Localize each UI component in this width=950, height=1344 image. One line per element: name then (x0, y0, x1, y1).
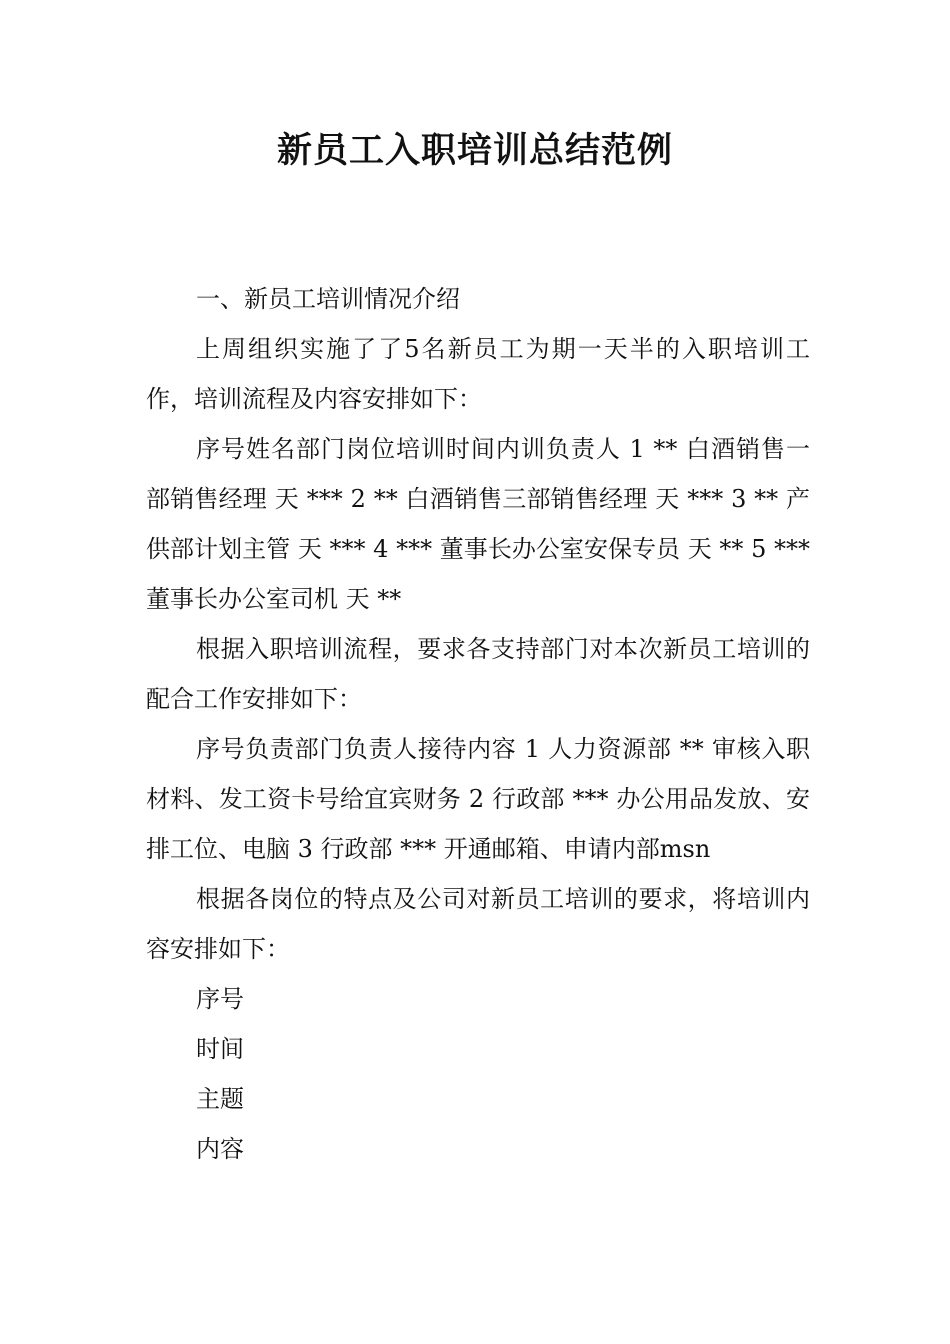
paragraph-support-intro: 根据入职培训流程，要求各支持部门对本次新员工培训的配合工作安排如下： (146, 635, 810, 713)
table-header-content: 内容 (196, 1135, 244, 1163)
table-header-topic: 主题 (196, 1085, 244, 1113)
paragraph-intro: 上周组织实施了了5名新员工为期一天半的入职培训工作，培训流程及内容安排如下： (146, 335, 810, 413)
table-header-number: 序号 (196, 985, 244, 1013)
paragraph-support-table: 序号负责部门负责人接待内容 1 人力资源部 ** 审核入职材料、发工资卡号给宜宾财务 2 行政部 *** 办公用品发放、安排工位、电脑 3 行政部 *** 开通邮箱、申请内部msn (146, 735, 810, 863)
paragraph-trainee-table: 序号姓名部门岗位培训时间内训负责人 1 ** 白酒销售一部销售经理 天 *** 2 ** 白酒销售三部销售经理 天 *** 3 ** 产供部计划主管 天 *** 4 *** 董事长办公室安保专员 天 ** 5 *** 董事长办公室司机 天 ** (146, 435, 810, 613)
document-title: 新员工入职培训总结范例 (276, 131, 673, 171)
document-body (146, 274, 810, 1174)
table-header-time: 时间 (196, 1035, 244, 1063)
section-heading: 一、新员工培训情况介绍 (196, 285, 460, 313)
paragraph-content-intro: 根据各岗位的特点及公司对新员工培训的要求，将培训内容安排如下： (146, 885, 810, 963)
